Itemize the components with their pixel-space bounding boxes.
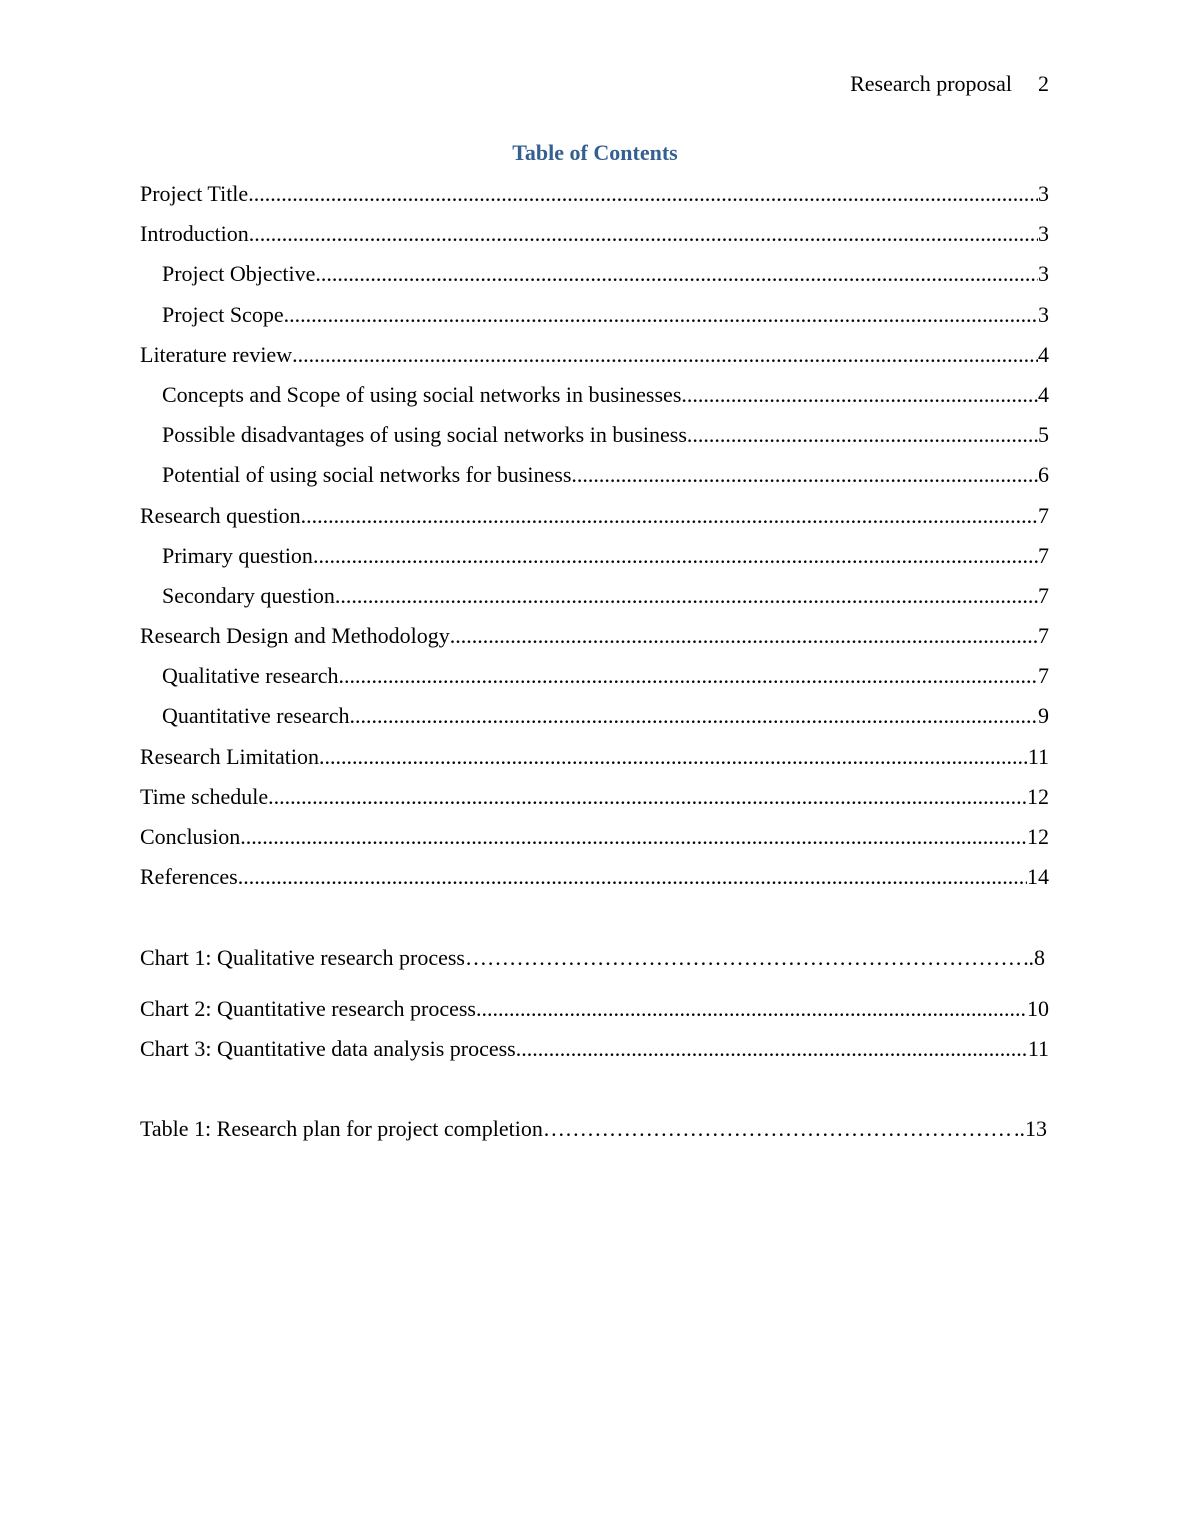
dot-leader [687, 421, 1038, 449]
toc-entry-label: Possible disadvantages of using social networks in business [162, 422, 687, 448]
toc-entry-label: Conclusion [140, 824, 241, 849]
figure-entry-label: Chart 2: Quantitative research process [140, 995, 476, 1021]
ellipsis-leader [465, 944, 1029, 972]
dot-leader [284, 301, 1038, 329]
figure-entry-chart-2[interactable] [140, 995, 1049, 1035]
dot-leader [238, 863, 1027, 891]
toc-entry-label: Literature review [140, 341, 293, 367]
toc-entry-introduction[interactable] [140, 220, 1049, 260]
figure-entry-chart-1[interactable] [140, 944, 1049, 995]
toc-entry-page: 9 [1038, 703, 1049, 729]
list-of-figures [140, 944, 1049, 1075]
toc-entry-label: Project Title [140, 181, 249, 206]
toc-title: Table of Contents [512, 140, 678, 165]
toc-entry-label: Time schedule [140, 783, 269, 809]
toc-entry-page: 7 [1038, 542, 1049, 568]
toc-entry-page: 7 [1038, 502, 1049, 528]
toc-entry-page: 5 [1038, 422, 1049, 448]
toc-entry-page: 7 [1038, 623, 1049, 649]
figure-entry-label: Chart 1: Qualitative research process [140, 945, 465, 970]
figure-entry-chart-3[interactable] [140, 1035, 1049, 1075]
toc-entry-page: 7 [1038, 663, 1049, 689]
toc-entry-primary-question[interactable] [140, 542, 1049, 582]
toc-entry-page: 3 [1038, 221, 1049, 247]
dot-leader [516, 1035, 1028, 1063]
table-entry-table-1[interactable] [140, 1115, 1049, 1155]
toc-entry-potential-of-using[interactable] [140, 461, 1049, 501]
toc-entry-references[interactable] [140, 863, 1049, 903]
toc-entry-label: Quantitative research [162, 703, 350, 729]
toc-entry-page: 3 [1038, 301, 1049, 327]
toc-entry-page: 4 [1038, 341, 1049, 367]
toc-entry-literature-review[interactable] [140, 341, 1049, 381]
toc-entry-page: 4 [1038, 381, 1049, 407]
table-of-contents [140, 180, 1049, 903]
dot-leader [571, 461, 1038, 489]
toc-entry-page: 7 [1038, 582, 1049, 608]
dot-leader [249, 220, 1038, 248]
toc-entry-concepts-and-scope[interactable] [140, 381, 1049, 421]
dot-leader [248, 180, 1038, 208]
dot-leader [339, 662, 1038, 690]
toc-entry-page: 3 [1038, 261, 1049, 287]
dot-leader [450, 622, 1038, 650]
figure-entry-page: 10 [1027, 995, 1049, 1021]
figure-entry-label: Chart 3: Quantitative data analysis process [140, 1035, 516, 1061]
toc-entry-label: Research question [140, 502, 301, 528]
dot-leader [319, 743, 1028, 771]
toc-entry-label: Secondary question [162, 582, 335, 608]
toc-entry-page: 14 [1027, 864, 1049, 890]
toc-entry-research-question[interactable] [140, 502, 1049, 542]
dot-leader [681, 381, 1038, 409]
dot-leader [240, 823, 1027, 851]
toc-entry-research-limitation[interactable] [140, 743, 1049, 783]
toc-entry-label: Project Objective [162, 261, 316, 287]
toc-entry-label: Qualitative research [162, 663, 339, 689]
dot-leader [301, 502, 1038, 530]
toc-entry-page: 12 [1027, 824, 1049, 849]
figure-entry-page: .8 [1028, 945, 1045, 970]
table-entry-page: ..13 [1014, 1116, 1047, 1141]
dot-leader [476, 995, 1027, 1023]
dot-leader [335, 582, 1038, 610]
list-of-tables [140, 1115, 1049, 1155]
table-entry-label: Table 1: Research plan for project completion [140, 1116, 543, 1141]
toc-entry-label: Introduction [140, 221, 249, 247]
toc-entry-time-schedule[interactable] [140, 783, 1049, 823]
ellipsis-leader [543, 1115, 1014, 1143]
toc-entry-project-objective[interactable] [140, 260, 1049, 300]
toc-entry-label: References [140, 864, 238, 890]
dot-leader [292, 341, 1038, 369]
toc-entry-page: 11 [1027, 743, 1049, 769]
running-title: Research proposal [850, 71, 1012, 96]
toc-entry-page: 3 [1038, 181, 1049, 206]
dot-leader [350, 702, 1038, 730]
toc-entry-label: Project Scope [162, 301, 284, 327]
dot-leader [313, 542, 1038, 570]
toc-entry-label: Primary question [162, 542, 313, 568]
dot-leader [268, 783, 1027, 811]
toc-entry-quantitative-research[interactable] [140, 702, 1049, 742]
toc-entry-label: Concepts and Scope of using social networks in businesses [162, 381, 682, 407]
page-header [850, 70, 1049, 98]
toc-entry-label: Research Limitation [140, 743, 319, 769]
toc-entry-page: 12 [1027, 783, 1049, 809]
toc-entry-label: Potential of using social networks for business [162, 462, 572, 488]
dot-leader [315, 260, 1038, 288]
toc-entry-conclusion[interactable] [140, 823, 1049, 863]
page-number: 2 [1038, 71, 1049, 96]
toc-entry-page: 6 [1038, 462, 1049, 488]
toc-entry-qualitative-research[interactable] [140, 662, 1049, 702]
toc-entry-project-title[interactable] [140, 180, 1049, 220]
toc-entry-possible-disadvantages[interactable] [140, 421, 1049, 461]
toc-entry-label: Research Design and Methodology [140, 623, 450, 649]
toc-entry-project-scope[interactable] [140, 301, 1049, 341]
figure-entry-page: 11 [1027, 1035, 1049, 1061]
toc-entry-research-design[interactable] [140, 622, 1049, 662]
toc-entry-secondary-question[interactable] [140, 582, 1049, 622]
